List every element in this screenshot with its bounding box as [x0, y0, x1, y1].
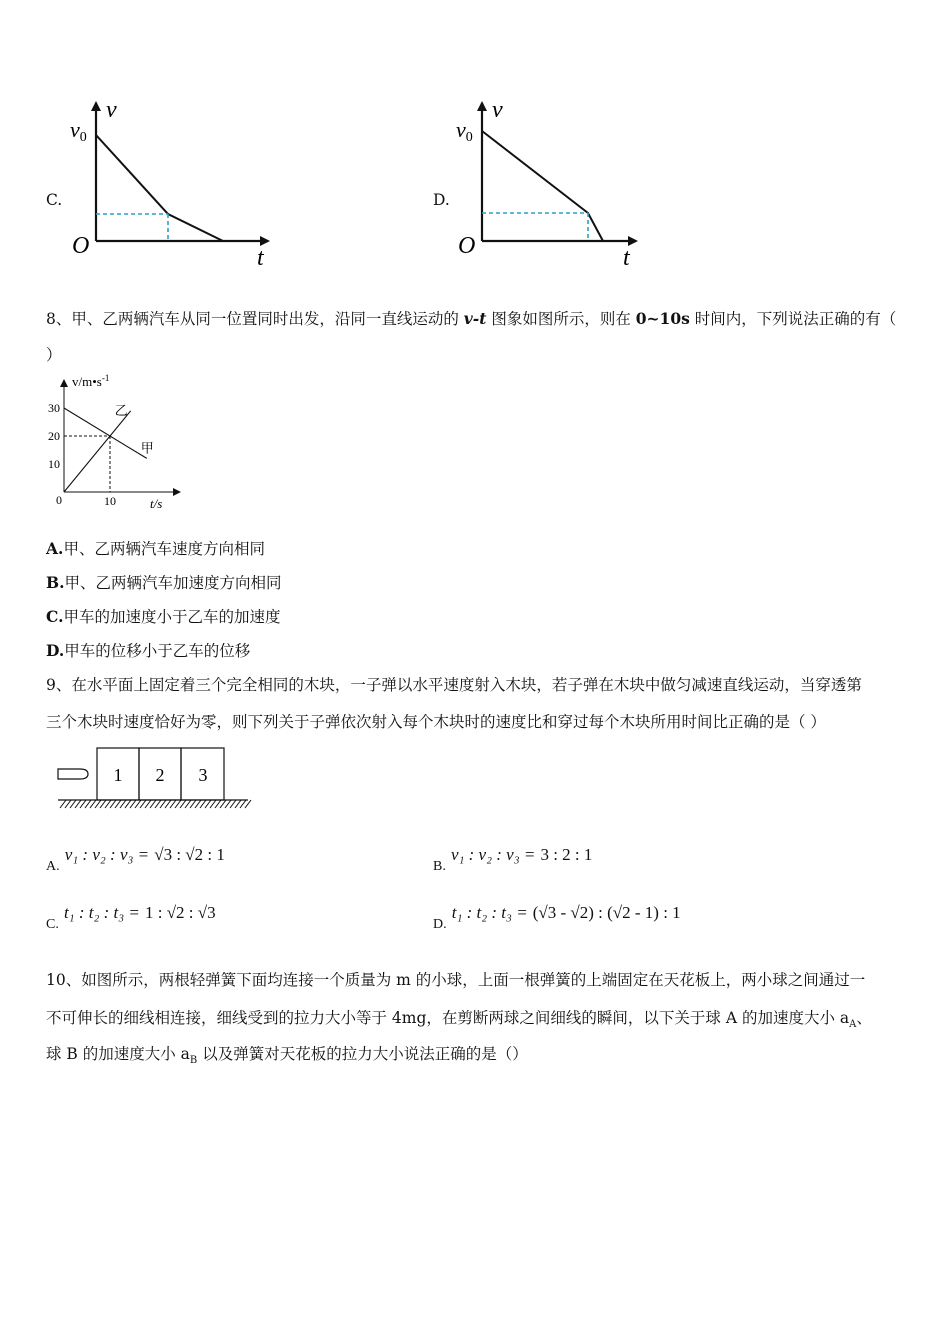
- hatch-mark: [165, 800, 171, 808]
- y-tick-label: 30: [48, 401, 60, 415]
- hatch-mark: [210, 800, 216, 808]
- hatch-mark: [160, 800, 166, 808]
- y-axis-label: $v/m•s^{-1}$: [72, 373, 110, 389]
- hatch-mark: [150, 800, 156, 808]
- hatch-mark: [235, 800, 241, 808]
- hatch-mark: [95, 800, 101, 808]
- q9-option-b[interactable]: B. v₁ : v₂ : v₃ = 3 : 2 : 1: [433, 845, 593, 874]
- q8-option-d[interactable]: D.甲车的位移小于乙车的位移: [46, 641, 251, 660]
- hatch-mark: [65, 800, 71, 808]
- axis-origin-label: O: [72, 233, 90, 259]
- x-axis-label: t/s: [150, 496, 163, 511]
- hatch-mark: [230, 800, 236, 808]
- q9-stem-line1: 9、在水平面上固定着三个完全相同的木块，一子弹以水平速度射入木块，若子弹在木块中做匀减速直线运动，当穿透第: [46, 676, 862, 694]
- hatch-mark: [180, 800, 186, 808]
- q8-option-a[interactable]: A.甲、乙两辆汽车速度方向相同: [46, 539, 265, 558]
- q9-stem-line2: 三个木块时速度恰好为零，则下列关于子弹依次射入每个木块时的速度比和穿过每个木块所用时间比正确的是（ ）: [46, 713, 826, 731]
- hatch-mark: [125, 800, 131, 808]
- q8-option-b[interactable]: B.甲、乙两辆汽车加速度方向相同: [46, 573, 282, 592]
- q9-option-a[interactable]: A. v₁ : v₂ : v₃ = √3 : √2 : 1: [46, 845, 225, 874]
- hatch-mark: [145, 800, 151, 808]
- y-tick-label: 20: [48, 429, 60, 443]
- hatch-mark: [85, 800, 91, 808]
- axis-v0-label: v0: [70, 117, 87, 145]
- hatch-mark: [225, 800, 231, 808]
- hatch-mark: [135, 800, 141, 808]
- series-line-yi: [64, 411, 131, 492]
- hatch-mark: [140, 800, 146, 808]
- hatch-mark: [60, 800, 66, 808]
- q8-stem-close: ）: [46, 346, 62, 364]
- hatch-mark: [70, 800, 76, 808]
- bullet-icon: [58, 769, 88, 779]
- graph-option-d: [446, 95, 676, 275]
- hatch-mark: [105, 800, 111, 808]
- y-tick-label: 10: [48, 457, 60, 471]
- q9-option-c[interactable]: C. t₁ : t₂ : t₃ = 1 : √2 : √3: [46, 903, 216, 932]
- hatch-mark: [155, 800, 161, 808]
- hatch-mark: [215, 800, 221, 808]
- axis-v-label: v: [106, 97, 117, 123]
- hatch-mark: [90, 800, 96, 808]
- graph-option-c: [60, 95, 290, 275]
- origin-label: 0: [56, 493, 62, 507]
- axis-origin-label: O: [458, 233, 476, 259]
- block-3-label: 3: [198, 765, 208, 785]
- hatch-mark: [240, 800, 246, 808]
- hatch-mark: [200, 800, 206, 808]
- block-1-label: 1: [113, 765, 123, 785]
- velocity-line: [482, 131, 603, 241]
- ground-hatching: [60, 800, 251, 808]
- hatch-mark: [75, 800, 81, 808]
- hatch-mark: [245, 800, 251, 808]
- hatch-mark: [100, 800, 106, 808]
- q8-vt-chart: [40, 370, 190, 518]
- hatch-mark: [185, 800, 191, 808]
- axis-t-label: t: [623, 245, 630, 271]
- hatch-mark: [130, 800, 136, 808]
- axis-t-label: t: [257, 245, 264, 271]
- series-label-yi: 乙: [114, 402, 128, 418]
- hatch-mark: [115, 800, 121, 808]
- series-line-jia: [64, 408, 147, 458]
- velocity-line: [96, 135, 223, 241]
- hatch-mark: [110, 800, 116, 808]
- q10-stem-line2: 不可伸长的细线相连接，细线受到的拉力大小等于 4mg，在剪断两球之间细线的瞬间，以下关于球 A 的加速度大小 $a_A$、: [46, 1009, 872, 1031]
- q10-stem-line1: 10、如图所示，两根轻弹簧下面均连接一个质量为 m 的小球，上面一根弹簧的上端固定在天花板上，两小球之间通过一: [46, 971, 866, 989]
- q9-option-d[interactable]: D. t₁ : t₂ : t₃ = (√3 - √2) : (√2 - 1) : 1: [433, 903, 681, 932]
- hatch-mark: [170, 800, 176, 808]
- q8-option-c[interactable]: C.甲车的加速度小于乙车的加速度: [46, 607, 281, 626]
- x-tick-label: 10: [104, 494, 116, 508]
- hatch-mark: [175, 800, 181, 808]
- q8-stem: 8、甲、乙两辆汽车从同一位置同时出发，沿同一直线运动的 v-t 图象如图所示，则在 0~10s 时间内，下列说法正确的有（: [46, 309, 897, 328]
- hatch-mark: [190, 800, 196, 808]
- option-d-letter: D.: [433, 191, 450, 209]
- hatch-mark: [80, 800, 86, 808]
- block-2-label: 2: [155, 765, 165, 785]
- option-c-letter: C.: [46, 191, 63, 209]
- axis-v-label: v: [492, 97, 503, 123]
- q10-stem-line3: 球 B 的加速度大小 $a_B$ 以及弹簧对天花板的拉力大小说法正确的是（）: [46, 1045, 528, 1067]
- axis-v0-label: v0: [456, 117, 473, 145]
- q9-bullet-blocks-figure: [50, 742, 260, 814]
- hatch-mark: [220, 800, 226, 808]
- hatch-mark: [120, 800, 126, 808]
- hatch-mark: [205, 800, 211, 808]
- series-label-jia: 甲: [140, 440, 154, 456]
- hatch-mark: [195, 800, 201, 808]
